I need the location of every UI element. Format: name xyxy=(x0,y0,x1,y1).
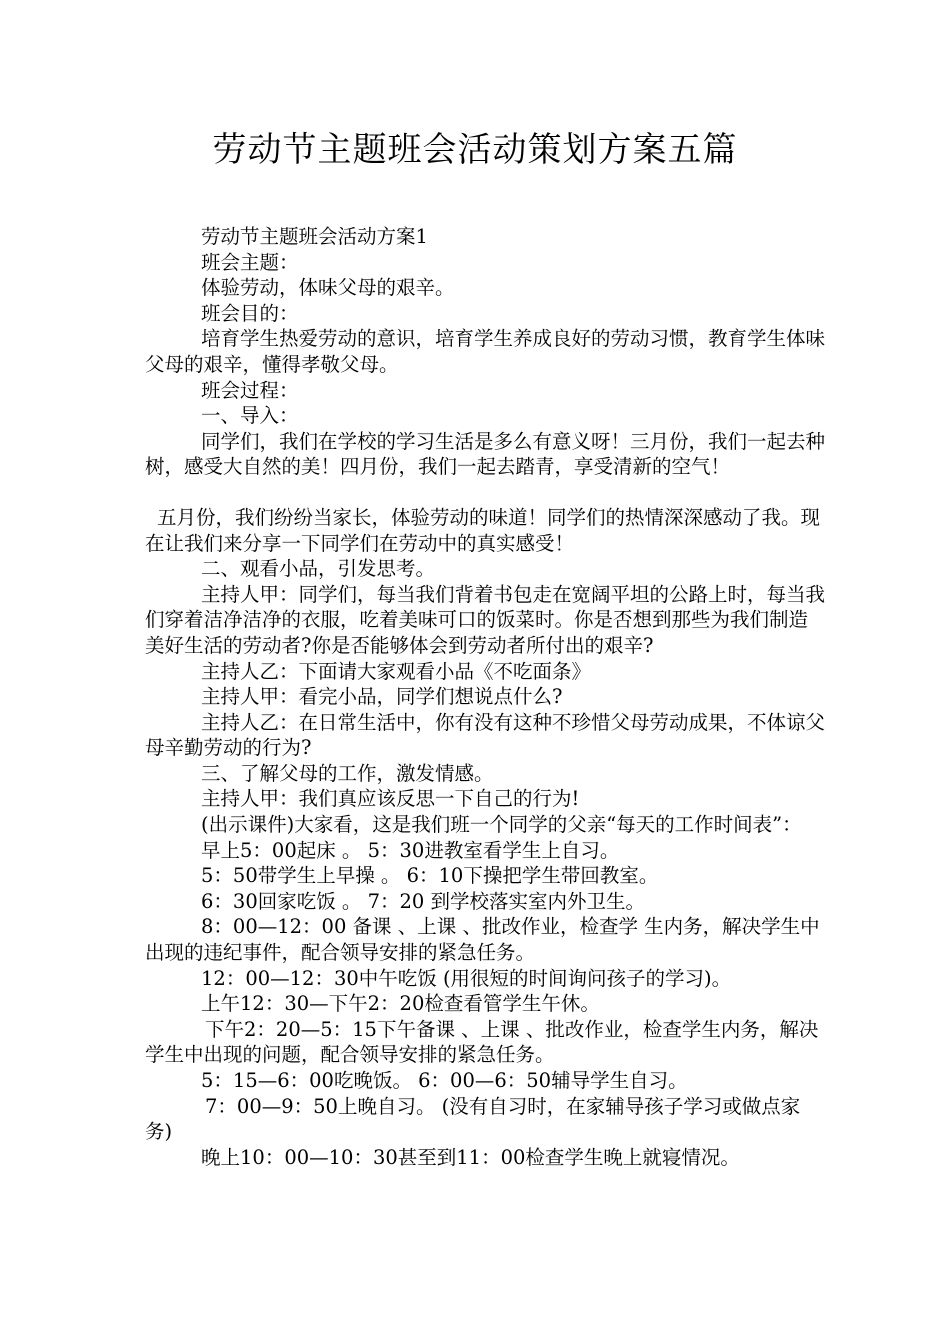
paragraph: 7：00—9：50上晚自习。 (没有自习时，在家辅导孩子学习或做点家务) xyxy=(145,1094,801,1144)
paragraph: 班会目的： xyxy=(201,301,299,325)
paragraph: 一、导入： xyxy=(201,404,299,428)
paragraph: 班会过程： xyxy=(201,378,299,402)
paragraph: 主持人乙：在日常生活中，你有没有这种不珍惜父母劳动成果，不体谅父母辛勤劳动的行为? xyxy=(145,710,826,760)
paragraph: 培育学生热爱劳动的意识，培育学生养成良好的劳动习惯，教育学生体味父母的艰辛，懂得孝敬父母。 xyxy=(145,327,826,376)
paragraph: 二、观看小品，引发思考。 xyxy=(201,557,436,581)
paragraph: 6：30回家吃饭 。 7：20 到学校落实室内外卫生。 xyxy=(201,889,646,913)
paragraph: 晚上10：00—10：30甚至到11：00检查学生晚上就寝情况。 xyxy=(201,1145,740,1169)
paragraph: (出示课件)大家看，这是我们班一个同学的父亲“每天的工作时间表”： xyxy=(201,813,802,837)
paragraph: 体验劳动，体味父母的艰辛。 xyxy=(201,276,455,300)
document-title: 劳动节主题班会活动策划方案五篇 xyxy=(212,130,738,170)
paragraph: 8：00—12：00 备课 、上课 、批改作业，检查学 生内务，解决学生中出现的违纪事件，配合领导安排的紧急任务。 xyxy=(145,915,820,965)
paragraph: 下午2：20—5：15下午备课 、上课 、批改作业，检查学生内务，解决学生中出现的问题，配合领导安排的紧急任务。 xyxy=(145,1017,819,1067)
paragraph: 5：50带学生上早操 。 6：10下操把学生带回教室。 xyxy=(201,864,659,888)
paragraph: 五月份，我们纷纷当家长，体验劳动的味道！同学们的热情深深感动了我。现在让我们来分享一下同学们在劳动中的真实感受！ xyxy=(145,505,821,555)
paragraph: 主持人乙：下面请大家观看小品《不吃面条》 xyxy=(201,659,592,683)
paragraph: 三、了解父母的工作，激发情感。 xyxy=(201,761,494,785)
paragraph: 主持人甲：同学们，每当我们背着书包走在宽阔平坦的公路上时，每当我们穿着洁净洁净的衣服，吃着美味可口的饭菜时。你是否想到那些为我们制造美好生活的劳动者?你是否能够体会到劳动者所付出的艰辛? xyxy=(145,582,826,657)
paragraph: 劳动节主题班会活动方案1 xyxy=(201,225,428,248)
paragraph: 主持人甲：看完小品，同学们想说点什么? xyxy=(201,685,563,709)
paragraph: 主持人甲：我们真应该反思一下自己的行为! xyxy=(201,787,580,811)
document-body xyxy=(145,224,825,1170)
paragraph: 上午12：30—下午2：20检查看管学生午休。 xyxy=(201,992,600,1016)
paragraph: 12：00—12：30中午吃饭 (用很短的时间询问孩子的学习)。 xyxy=(201,966,732,990)
paragraph: 班会主题： xyxy=(201,250,299,274)
paragraph: 同学们，我们在学校的学习生活是多么有意义呀！三月份，我们一起去种树，感受大自然的美！四月份，我们一起去踏青，享受清新的空气！ xyxy=(145,429,826,479)
paragraph: 5：15—6：00吃晚饭。 6：00—6：50辅导学生自习。 xyxy=(201,1069,688,1092)
paragraph: 早上5：00起床 。 5：30进教室看学生上自习。 xyxy=(201,838,620,862)
